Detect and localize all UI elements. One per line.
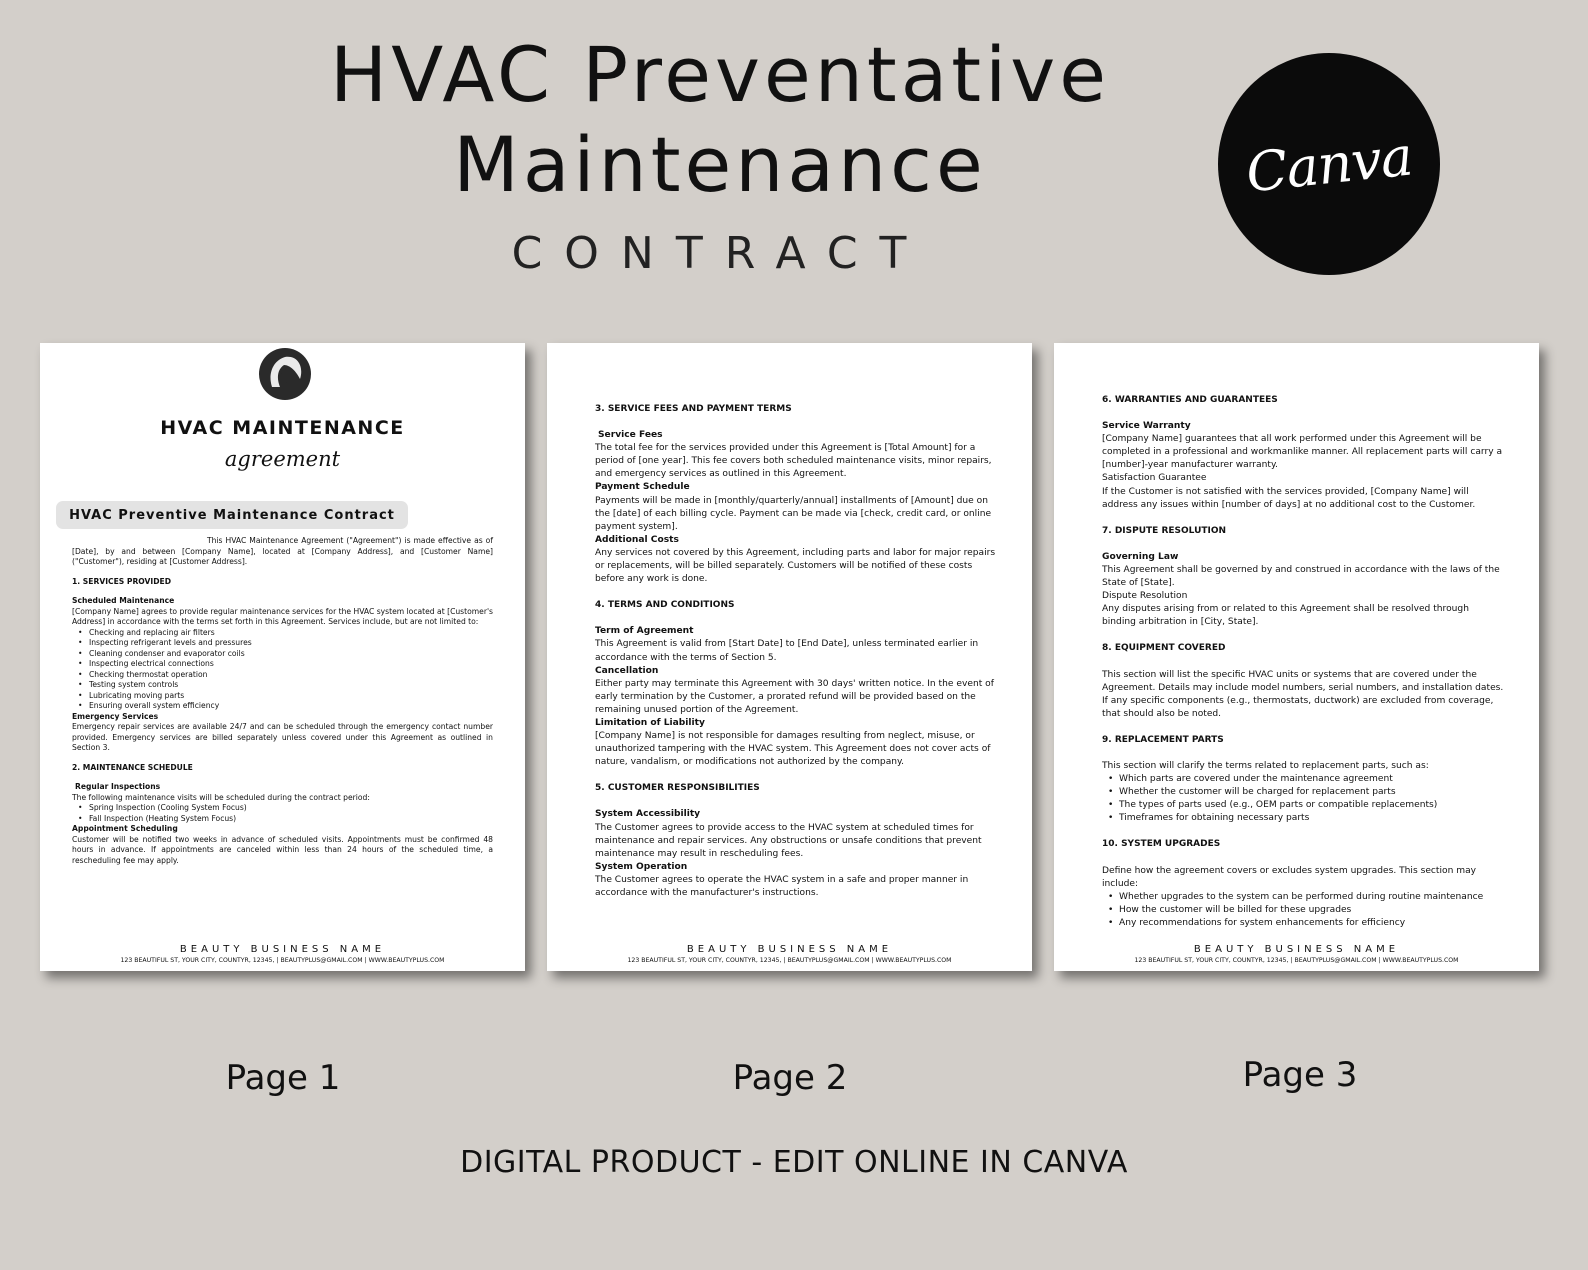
page1-intro: This HVAC Maintenance Agreement ("Agreement") is made effective as of [Date], by and between [Company Name], located at [Company Address], and [Customer Name] ("Customer"), residing at [Customer Address].	[72, 536, 493, 566]
paragraph: This section will clarify the terms related to replacement parts, such as:	[1102, 760, 1429, 771]
list-item: • Lubricating moving parts	[78, 691, 493, 702]
paragraph: Any services not covered by this Agreement, including parts and labor for major repairs or replacements, will be billed separately. Customers will be notified of these costs before any work is done.	[595, 547, 996, 585]
document-page-1	[40, 343, 525, 971]
page-3-label: Page 3	[1242, 1055, 1358, 1095]
list-item: • Checking thermostat operation	[78, 670, 493, 681]
list-item: • Timeframes for obtaining necessary parts	[1108, 812, 1505, 825]
subsection-heading: System Operation	[595, 861, 688, 872]
subsection-heading: Appointment Scheduling	[72, 824, 178, 833]
hero-title-line2: Maintenance	[453, 120, 987, 209]
document-page-3	[1054, 343, 1539, 971]
bullet-list	[72, 803, 493, 824]
list-item: • Which parts are covered under the maintenance agreement	[1108, 773, 1505, 786]
subsection-heading: System Accessibility	[595, 809, 701, 820]
paragraph: If the Customer is not satisfied with the services provided, [Company Name] will address any issues within [number of days] at no additional cost to the Customer.	[1102, 486, 1476, 510]
subsection-heading: Cancellation	[595, 665, 659, 676]
paragraph: The total fee for the services provided under this Agreement is [Total Amount] for a period of [one year]. This fee covers both scheduled maintenance visits, minor repairs, and emergency services as outlined in this Agreement.	[595, 443, 992, 480]
paragraph: Define how the agreement covers or excludes system upgrades. This section may include:	[1102, 865, 1477, 889]
section-heading: 8. EQUIPMENT COVERED	[1102, 643, 1226, 654]
subsection-heading: Regular Inspections	[75, 782, 161, 791]
paragraph: This section will list the specific HVAC units or systems that are covered under the Agreement. Details may include model numbers, serial numbers, and installation dates. If any specific components (e.g., thermostats, ductwork) are excluded from coverage, that should also be noted.	[1102, 669, 1504, 719]
page-footer	[547, 944, 1032, 964]
page1-header: HVAC MAINTENANCE	[160, 417, 405, 439]
subsection-heading: Dispute Resolution	[1102, 591, 1188, 602]
hero-subtitle: CONTRACT	[511, 228, 929, 279]
paragraph: This Agreement is valid from [Start Date] to [End Date], unless terminated earlier in accordance with the terms of Section 5.	[595, 639, 979, 663]
page2-body	[595, 403, 998, 900]
paragraph: Either party may terminate this Agreement with 30 days' written notice. In the event of early termination by the Customer, a prorated refund will be provided based on the remaining unused portion of the Agreement.	[595, 678, 994, 715]
list-item: • Cleaning condenser and evaporator coils	[78, 649, 493, 660]
section-heading: 6. WARRANTIES AND GUARANTEES	[1102, 395, 1278, 405]
page1-logo-wrap	[40, 343, 525, 413]
section-heading: 2. MAINTENANCE SCHEDULE	[72, 762, 193, 772]
list-item: • Spring Inspection (Cooling System Focus)	[78, 803, 493, 814]
page-1-label: Page 1	[225, 1058, 341, 1098]
page1-body	[72, 536, 493, 866]
canva-badge	[1218, 53, 1440, 275]
canva-logo-text: Canva	[1243, 123, 1415, 205]
paragraph: The following maintenance visits will be scheduled during the contract period:	[72, 792, 370, 802]
paragraph: [Company Name] agrees to provide regular maintenance services for the HVAC system located at [Customer's Address] in accordance with the terms set forth in this Agreement. Services include, but are not limited to:	[72, 606, 493, 626]
section-heading: 9. REPLACEMENT PARTS	[1102, 734, 1224, 745]
paragraph: Emergency repair services are available 24/7 and can be scheduled through the emergency contact number provided. Emergency services are billed separately unless covered under this Agreement as outlined in Section 3.	[72, 722, 493, 752]
bullet-list	[1102, 891, 1505, 930]
list-item: • The types of parts used (e.g., OEM parts or compatible replacements)	[1108, 799, 1505, 812]
page1-script-subtitle: agreement	[224, 447, 341, 471]
subsection-heading: Term of Agreement	[595, 626, 694, 637]
list-item: • Inspecting electrical connections	[78, 659, 493, 670]
list-item: • Whether the customer will be charged for replacement parts	[1108, 786, 1505, 799]
list-item: • Any recommendations for system enhancements for efficiency	[1108, 917, 1505, 930]
subsection-heading: Scheduled Maintenance	[72, 596, 175, 605]
paragraph: [Company Name] is not responsible for damages resulting from neglect, misuse, or unauthorized tampering with the HVAC system. This Agreement does not cover acts of nature, vandalism, or modifications not authorized by the company.	[595, 731, 991, 768]
section-heading: 10. SYSTEM UPGRADES	[1102, 839, 1221, 850]
subsection-heading: Emergency Services	[72, 711, 159, 721]
business-name: BEAUTY BUSINESS NAME	[686, 944, 893, 955]
list-item: • Inspecting refrigerant levels and pressures	[78, 638, 493, 649]
bullet-list	[1102, 773, 1505, 825]
section-heading: 3. SERVICE FEES AND PAYMENT TERMS	[595, 404, 792, 414]
page-footer	[40, 944, 525, 964]
business-address: 123 BEAUTIFUL ST, YOUR CITY, COUNTYR, 12345, | BEAUTYPLUS@GMAIL.COM | WWW.BEAUTYPLUS.COM	[627, 957, 952, 964]
paragraph: This Agreement shall be governed by and construed in accordance with the laws of the State of [State].	[1102, 564, 1500, 589]
hero-title-line1: HVAC Preventative	[330, 30, 1110, 119]
subsection-heading: Service Fees	[598, 430, 663, 441]
subsection-heading: Limitation of Liability	[595, 717, 705, 728]
subsection-heading: Service Warranty	[1102, 421, 1191, 432]
business-name: BEAUTY BUSINESS NAME	[1193, 944, 1400, 955]
paragraph: The Customer agrees to provide access to the HVAC system at scheduled times for maintenance and repair services. Any obstructions or unsafe conditions that prevent maintenance may result in rescheduling fees.	[595, 822, 982, 859]
hero-title	[210, 30, 1230, 210]
list-item: • Ensuring overall system efficiency	[78, 701, 493, 712]
section-heading: 7. DISPUTE RESOLUTION	[1102, 525, 1227, 536]
business-name: BEAUTY BUSINESS NAME	[179, 944, 386, 955]
digital-product-note: DIGITAL PRODUCT - EDIT ONLINE IN CANVA	[460, 1145, 1128, 1180]
subsection-heading: Governing Law	[1102, 551, 1179, 562]
business-address: 123 BEAUTIFUL ST, YOUR CITY, COUNTYR, 12345, | BEAUTYPLUS@GMAIL.COM | WWW.BEAUTYPLUS.COM	[120, 957, 445, 964]
section-heading: 1. SERVICES PROVIDED	[72, 576, 172, 586]
bullet-list	[72, 628, 493, 712]
woman-silhouette-logo-icon	[258, 347, 312, 401]
list-item: • How the customer will be billed for these upgrades	[1108, 904, 1505, 917]
list-item: • Fall Inspection (Heating System Focus)	[78, 814, 493, 825]
page1-title-pill: HVAC Preventive Maintenance Contract	[56, 501, 408, 529]
page-2-label: Page 2	[732, 1058, 848, 1098]
document-page-2	[547, 343, 1032, 971]
paragraph: [Company Name] guarantees that all work performed under this Agreement will be completed in a professional and workmanlike manner. All replacement parts will carry a [number]-year manufacturer warranty.	[1102, 434, 1503, 471]
subsection-heading: Additional Costs	[595, 534, 679, 545]
subsection-heading: Satisfaction Guarantee	[1102, 473, 1207, 484]
page3-body	[1102, 394, 1505, 930]
list-item: • Checking and replacing air filters	[78, 628, 493, 639]
business-address: 123 BEAUTIFUL ST, YOUR CITY, COUNTYR, 12345, | BEAUTYPLUS@GMAIL.COM | WWW.BEAUTYPLUS.COM	[1134, 957, 1459, 964]
list-item: • Whether upgrades to the system can be performed during routine maintenance	[1108, 891, 1505, 904]
list-item: • Testing system controls	[78, 680, 493, 691]
paragraph: Payments will be made in [monthly/quarterly/annual] installments of [Amount] due on the [date] of each billing cycle. Payment can be made via [check, credit card, or online payment system].	[595, 495, 992, 532]
paragraph: Customer will be notified two weeks in advance of scheduled visits. Appointments must be confirmed 48 hours in advance. If appointments are canceled within less than 24 hours of the scheduled time, a rescheduling fee may apply.	[72, 834, 493, 865]
paragraph: Any disputes arising from or related to this Agreement shall be resolved through binding arbitration in [City, State].	[1102, 604, 1469, 628]
paragraph: The Customer agrees to operate the HVAC system in a safe and proper manner in accordance with the manufacturer's instructions.	[595, 874, 969, 898]
page-footer	[1054, 944, 1539, 964]
section-heading: 4. TERMS AND CONDITIONS	[595, 600, 735, 611]
section-heading: 5. CUSTOMER RESPONSIBILITIES	[595, 783, 760, 794]
subsection-heading: Payment Schedule	[595, 482, 690, 493]
